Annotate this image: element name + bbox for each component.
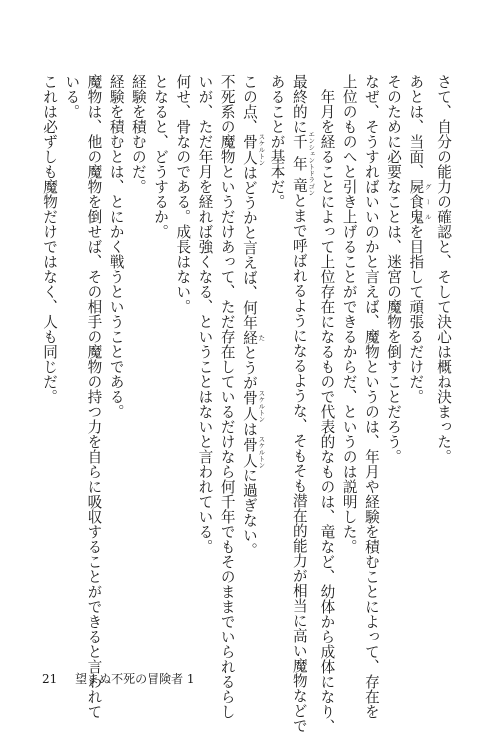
text-line-15: 経験を積むとは、とにかく戦うということである。 [107, 74, 125, 419]
text-line-2 [404, 74, 432, 646]
ruby-skeleton-2-reading: スケルトン [257, 389, 266, 423]
ruby-ghoul-reading: グール [423, 179, 432, 224]
text-line-12: 何せ、骨なのである。成長はない。 [174, 74, 192, 314]
text-line-9-part-b: はどうかと言えば、何年 [240, 165, 258, 331]
text-line-9-part-d: は [240, 421, 258, 437]
ruby-ancient-dragon-base: 千年竜 [290, 131, 308, 196]
ruby-skeleton-2-base: 骨人 [240, 389, 258, 423]
text-line-4: なぜ、そうすればいいのかと言えば、魔物というのは、年月や経験を積むことによって、存在を [362, 74, 380, 719]
text-line-8: あることが基本だ。 [268, 74, 286, 209]
ruby-ghoul [407, 179, 432, 224]
text-line-14: 経験を積むのだ。 [129, 74, 147, 194]
text-line-18: これは必ずしも魔物だけではなく、人も同じだ。 [41, 74, 59, 404]
ruby-skeleton-3 [240, 435, 266, 469]
ruby-skeleton-1-reading: スケルトン [257, 133, 266, 166]
text-line-2-part-b: を目指して頑張るだけだ。 [407, 224, 425, 404]
text-line-7 [288, 74, 316, 733]
ruby-tatsu-reading: た [257, 330, 266, 346]
text-line-16: 魔物は、他の魔物を倒せば、その相手の魔物の持つ力を自らに吸収することができると言われて [85, 74, 103, 719]
book-title: 望まぬ不死の冒険者 1 [75, 672, 195, 686]
ruby-skeleton-3-reading: スケルトン [257, 435, 266, 469]
text-line-10: 不死系の魔物というだけあって、ただ存在しているだけなら何千年でもそのままでいられるらし [218, 74, 236, 719]
text-line-9-part-e: に過ぎない。 [240, 467, 258, 558]
ruby-ghoul-base: 屍食鬼 [407, 179, 425, 224]
text-line-1: さて、自分の能力の確認と、そして決心は概ね決まった。 [435, 74, 452, 464]
ruby-tatsu-base: 経 [240, 330, 258, 346]
text-line-9-part-c: とうが [240, 345, 258, 391]
ruby-skeleton-2 [240, 389, 266, 423]
page-number: 21 [42, 672, 58, 686]
text-line-17: いる。 [63, 74, 81, 119]
text-line-7-part-b: とまで呼ばれるようになるような、そもそも潜在的能力が相当に高い魔物などで [290, 193, 308, 733]
text-line-13: となると、どうするか。 [152, 74, 170, 239]
ruby-skeleton-1-base: 骨人 [240, 133, 258, 166]
text-line-7-part-a: 最終的に [290, 74, 308, 134]
text-line-9 [238, 74, 266, 646]
ruby-skeleton-1 [240, 133, 266, 166]
ruby-ancient-dragon [290, 131, 316, 196]
ruby-tatsu [240, 330, 266, 346]
page-footer [42, 670, 195, 687]
text-line-9-part-a: この点、 [240, 74, 258, 134]
text-line-3: そのために必要なことは、迷宮の魔物を倒すことだろう。 [385, 74, 403, 464]
text-line-5: 上位のものへと引き上げることができるからだ、というのは説明した。 [340, 74, 358, 554]
text-line-11: いが、ただ年月を経れば強くなる、ということはないと言われている。 [196, 74, 214, 554]
ruby-skeleton-3-base: 骨人 [240, 435, 258, 469]
text-line-2-part-a: あとは、当面、 [407, 74, 425, 179]
ruby-ancient-dragon-reading: エンシェントドラゴン [307, 131, 316, 196]
text-line-6: 年月を経ることによって上位存在になるもので代表的なものは、竜など、幼体から成体になり、 [318, 88, 336, 734]
